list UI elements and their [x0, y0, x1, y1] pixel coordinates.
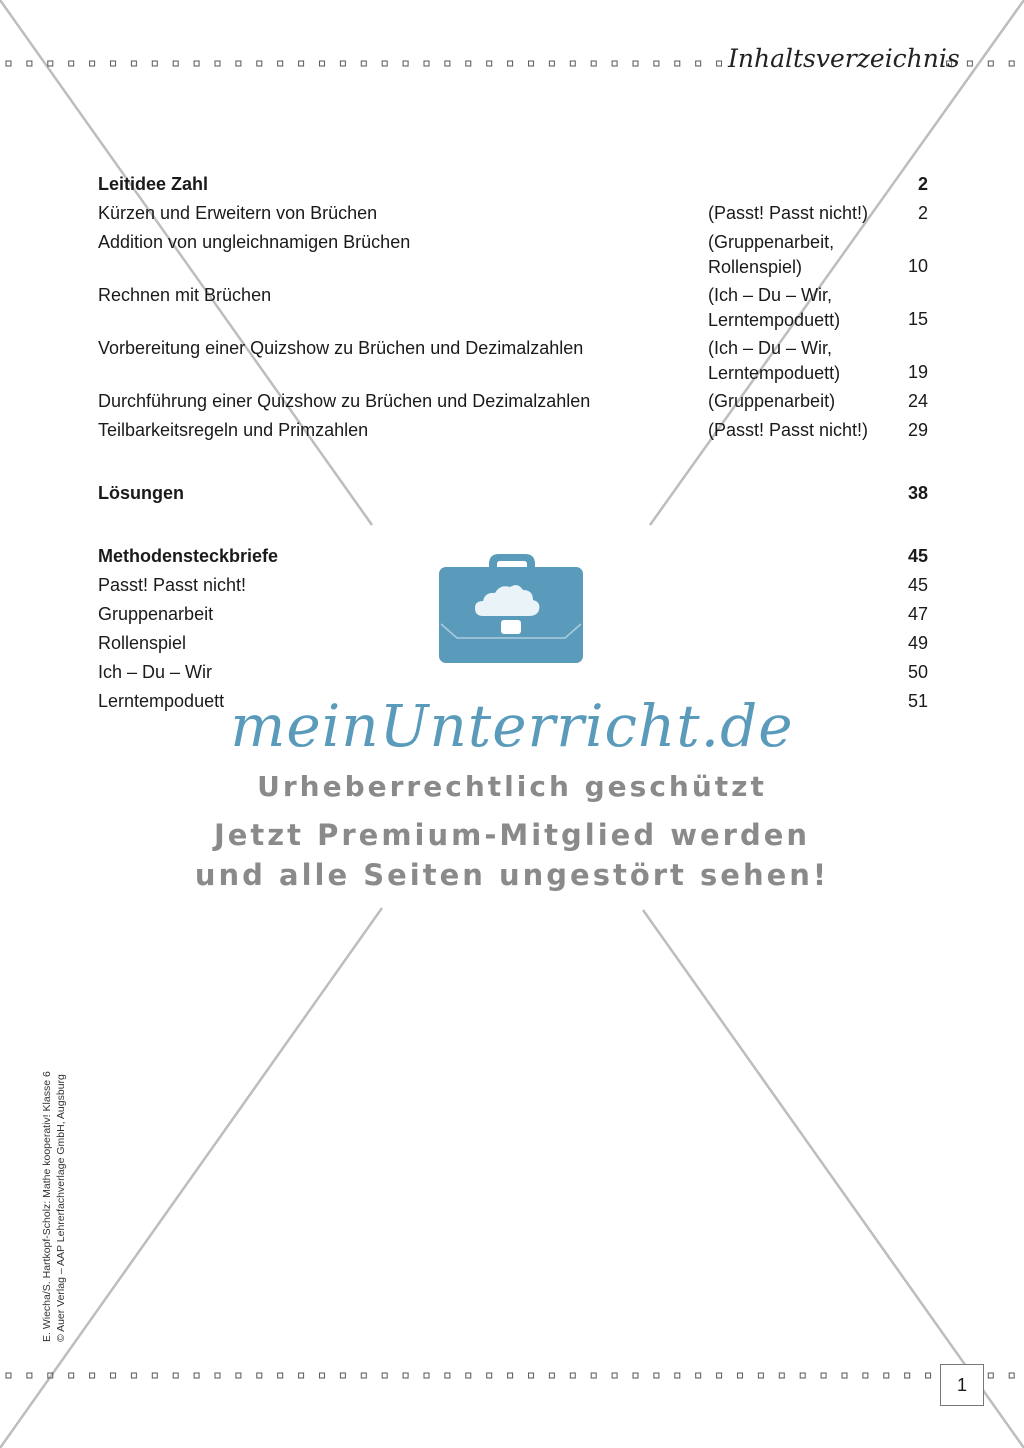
toc-row [98, 334, 928, 387]
toc-row [98, 281, 928, 334]
toc-page: 49 [907, 633, 928, 653]
toc-row [98, 199, 928, 228]
toc-row [98, 479, 928, 508]
toc-method-line: Rollenspiel) [708, 257, 803, 277]
toc-page: 2 [917, 174, 928, 194]
toc-method-line: (Ich – Du – Wir, [708, 338, 833, 358]
toc-page: 45 [907, 546, 928, 566]
toc-method-line: Lerntempoduett) [708, 363, 841, 383]
publisher-credit [40, 1012, 68, 1342]
toc-page: 24 [907, 391, 928, 411]
watermark-brand: meinUnterricht.de [230, 692, 794, 760]
toc-title: Leitidee Zahl [98, 174, 209, 194]
toc-method [708, 479, 888, 508]
toc-title: Kürzen und Erweitern von Brüchen [98, 203, 378, 223]
toc-title: Methodensteckbriefe [98, 546, 279, 566]
toc-title: Gruppenarbeit [98, 604, 214, 624]
watermark-copyright: Urheberrechtlich geschützt [257, 770, 767, 803]
toc-title: Rollenspiel [98, 633, 187, 653]
briefcase-cloud-icon [437, 552, 585, 664]
credit-publisher: © Auer Verlag – AAP Lehrerfachverlage GmbH, Augsburg [55, 1074, 67, 1342]
toc-title: Lerntempoduett [98, 691, 225, 711]
toc-method [708, 600, 888, 629]
toc-method-line: (Gruppenarbeit, [708, 232, 835, 252]
toc-method [708, 658, 888, 687]
toc-method [708, 542, 888, 571]
bottom-dotted-rule [0, 1372, 1024, 1380]
toc-page: 19 [907, 362, 928, 382]
toc-method: (Passt! Passt nicht!) [708, 203, 869, 223]
toc-method-line: Lerntempoduett) [708, 310, 841, 330]
toc-method [708, 228, 888, 281]
toc-method: (Passt! Passt nicht!) [708, 420, 869, 440]
toc-method-line: (Ich – Du – Wir, [708, 285, 833, 305]
toc-row [98, 416, 928, 445]
watermark-premium-line1: Jetzt Premium-Mitglied werden [213, 818, 811, 852]
toc-method [708, 170, 888, 199]
toc-title: Durchführung einer Quizshow zu Brüchen und Dezimalzahlen [98, 391, 591, 411]
toc-page: 51 [907, 691, 928, 711]
toc-row [98, 228, 928, 281]
toc-title: Vorbereitung einer Quizshow zu Brüchen und Dezimalzahlen [98, 338, 584, 358]
toc-title: Rechnen mit Brüchen [98, 285, 272, 305]
toc-page: 2 [917, 203, 928, 223]
watermark-premium-line2: und alle Seiten ungestört sehen! [194, 858, 830, 892]
toc-title: Teilbarkeitsregeln und Primzahlen [98, 420, 369, 440]
toc-method [708, 281, 888, 334]
toc-row [98, 170, 928, 199]
toc-method [708, 571, 888, 600]
toc-method [708, 334, 888, 387]
toc-page: 50 [907, 662, 928, 682]
toc-page: 45 [907, 575, 928, 595]
page-number: 1 [940, 1364, 984, 1406]
toc-page: 10 [907, 256, 928, 276]
toc-method: (Gruppenarbeit) [708, 391, 836, 411]
toc-row [98, 387, 928, 416]
page-title: Inhaltsverzeichnis [722, 44, 944, 73]
toc-title: Passt! Passt nicht! [98, 575, 247, 595]
toc-page: 15 [907, 309, 928, 329]
toc-title: Lösungen [98, 483, 184, 503]
toc-title: Ich – Du – Wir [98, 662, 213, 682]
toc-method [708, 629, 888, 658]
toc-page: 29 [907, 420, 928, 440]
toc-page: 38 [907, 483, 928, 503]
credit-authors: E. Wiecha/S. Hartkopf-Scholz: Mathe kooperativ! Klasse 6 [41, 1071, 53, 1342]
toc-title: Addition von ungleichnamigen Brüchen [98, 232, 411, 252]
toc-page: 47 [907, 604, 928, 624]
